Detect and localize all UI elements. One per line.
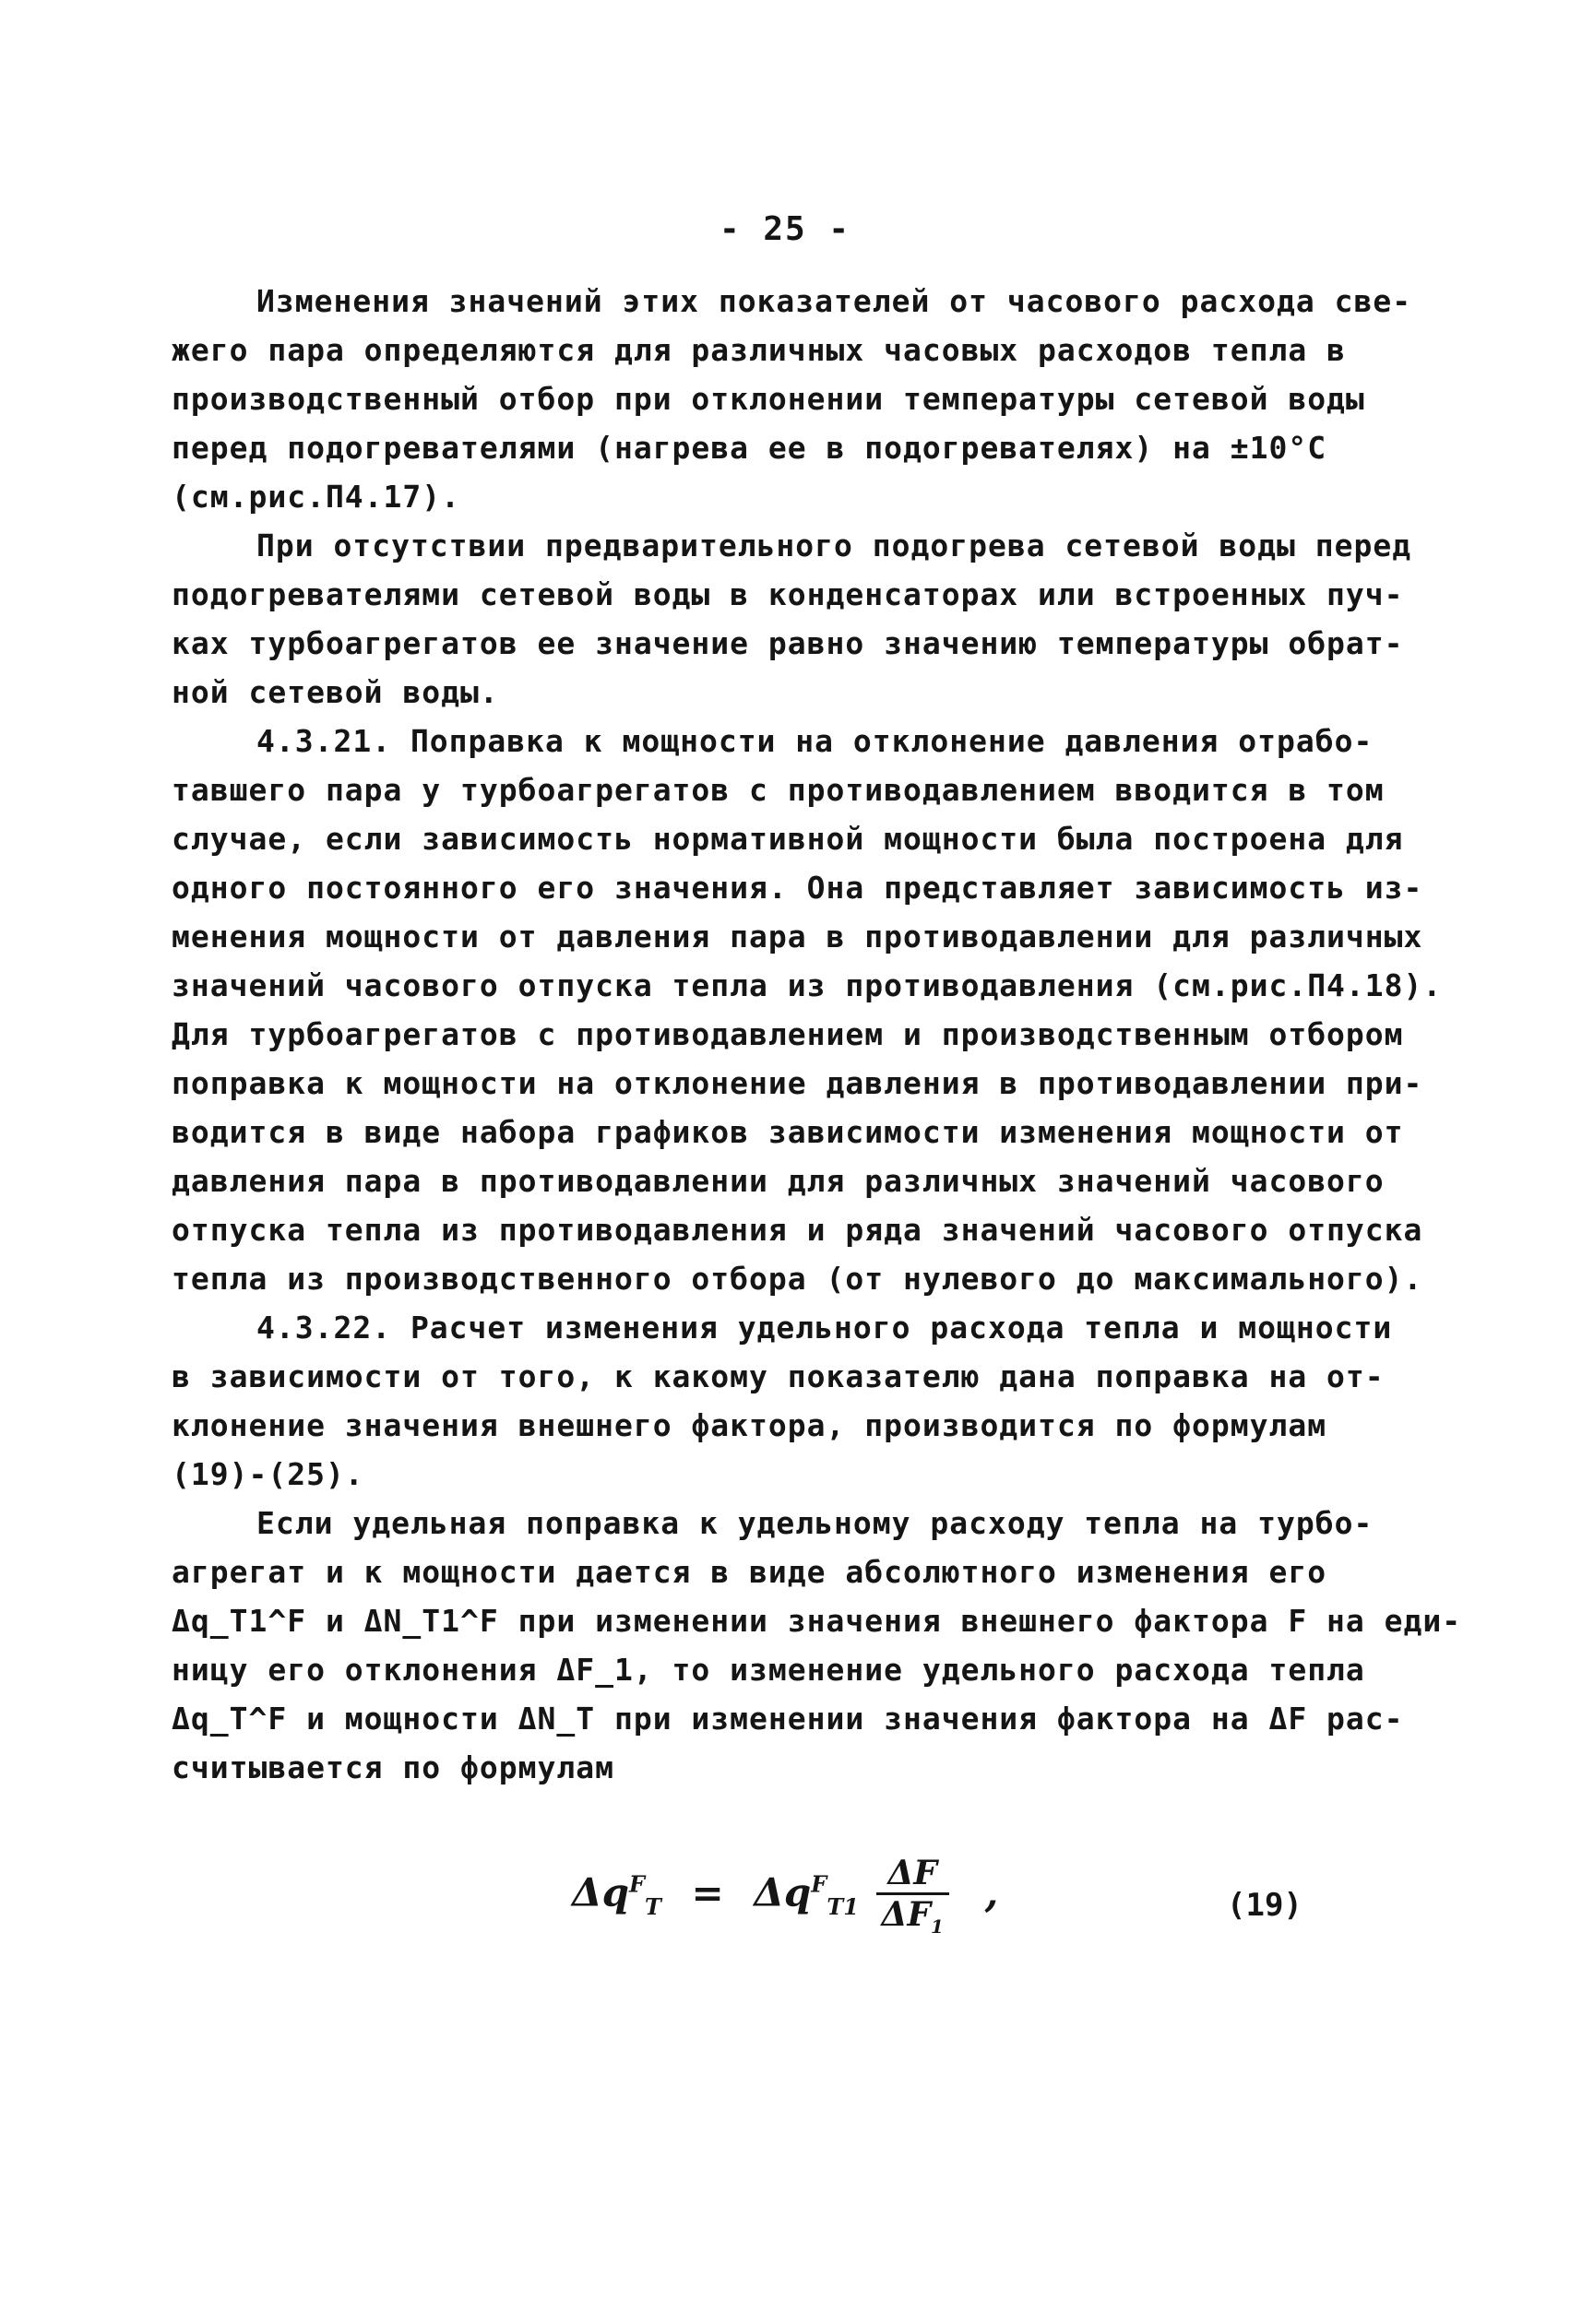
text-line-content: подогревателями сетевой воды в конденсаторах или встроенных пуч-: [172, 576, 1404, 612]
text-line: [172, 374, 1398, 423]
page-number: - 25 -: [719, 210, 851, 248]
formula-equals: =: [691, 1869, 724, 1915]
text-line: [172, 1156, 1398, 1205]
text-line-content: Если удельная поправка к удельному расходу тепла на турбо-: [256, 1505, 1374, 1541]
formula-rhs-sub: T1: [827, 1892, 859, 1920]
text-line: [172, 472, 1398, 521]
text-line: [172, 912, 1423, 961]
text-line: [172, 1694, 1404, 1743]
text-line: [172, 570, 1404, 619]
text-line-content: перед подогревателями (нагрева ее в подогревателях) на ±10°C: [172, 430, 1327, 466]
text-line-content: Для турбоагрегатов с противодавлением и производственным отбором: [172, 1016, 1404, 1052]
text-line-content: давления пара в противодавлении для различных значений часового: [172, 1163, 1385, 1199]
text-line: [172, 277, 1412, 326]
formula-fraction: [876, 1854, 949, 1938]
text-line-content: 4.3.22. Расчет изменения удельного расхода тепла и мощности: [256, 1310, 1393, 1346]
formula-19: [0, 1854, 1570, 1964]
formula-lhs: Δq: [572, 1869, 629, 1915]
text-line-content: одного постоянного его значения. Она представляет зависимость из-: [172, 870, 1423, 906]
text-line-content: производственный отбор при отклонении температуры сетевой воды: [172, 381, 1365, 417]
text-line: [172, 1352, 1398, 1401]
text-line-content: менения мощности от давления пара в противодавлении для различных: [172, 919, 1423, 954]
fraction-numerator: ΔF: [876, 1854, 949, 1895]
formula-lhs-sub: T: [645, 1892, 661, 1920]
text-line: [172, 1547, 1398, 1596]
body-text: [172, 277, 1462, 1792]
text-line: [172, 1303, 1398, 1352]
text-line: [172, 1254, 1423, 1303]
text-line: [172, 863, 1423, 912]
formula-rhs-sup: F: [811, 1870, 827, 1898]
fraction-denominator-base: ΔF: [881, 1895, 932, 1934]
text-line: [172, 1743, 1398, 1792]
text-line-content: тавшего пара у турбоагрегатов с противодавлением вводится в том: [172, 772, 1385, 808]
text-line-content: Изменения значений этих показателей от часового расхода све-: [256, 283, 1412, 319]
text-line: [172, 1010, 1404, 1059]
text-line: [172, 423, 1398, 472]
text-line: [172, 1499, 1398, 1547]
fraction-denominator: [876, 1895, 949, 1938]
text-line-content: Δq_T^F и мощности ΔN_T при изменении значения фактора на ΔF рас-: [172, 1701, 1404, 1737]
text-line-content: считывается по формулам: [172, 1749, 614, 1785]
text-line: [172, 1645, 1398, 1694]
formula-rhs: Δq: [754, 1869, 812, 1915]
text-line-content: (см.рис.П4.17).: [172, 479, 461, 515]
text-line: [172, 717, 1398, 765]
text-line-content: тепла из производственного отбора (от нулевого до максимального).: [172, 1261, 1423, 1297]
text-line-content: клонение значения внешнего фактора, производится по формулам: [172, 1407, 1327, 1443]
text-line-content: значений часового отпуска тепла из противодавления (см.рис.П4.18).: [172, 967, 1443, 1003]
text-line-content: ках турбоагрегатов ее значение равно значению температуры обрат-: [172, 625, 1404, 661]
text-line: [172, 1401, 1398, 1450]
text-line-content: ницу его отклонения ΔF_1, то изменение удельного расхода тепла: [172, 1652, 1365, 1688]
text-line: [172, 1108, 1404, 1156]
text-line: [172, 1596, 1462, 1645]
text-line-content: жего пара определяются для различных часовых расходов тепла в: [172, 332, 1346, 368]
text-line: [172, 765, 1398, 814]
text-line: [172, 619, 1404, 668]
text-line: [172, 961, 1443, 1010]
equation-number: (19): [1227, 1887, 1302, 1924]
text-line: [172, 1205, 1423, 1254]
text-line: [172, 521, 1412, 570]
formula-comma: ,: [984, 1869, 999, 1915]
text-line-content: в зависимости от того, к какому показателю дана поправка на от-: [172, 1358, 1385, 1394]
text-line-content: (19)-(25).: [172, 1456, 364, 1492]
text-line-content: отпуска тепла из противодавления и ряда значений часового отпуска: [172, 1212, 1423, 1248]
text-line-content: агрегат и к мощности дается в виде абсолютного изменения его: [172, 1554, 1327, 1590]
text-line-content: При отсутствии предварительного подогрева сетевой воды перед: [256, 528, 1412, 563]
text-line-content: водится в виде набора графиков зависимости изменения мощности от: [172, 1114, 1404, 1150]
fraction-denominator-sub: 1: [931, 1915, 944, 1939]
text-line-content: 4.3.21. Поправка к мощности на отклонение давления отрабо-: [256, 723, 1374, 759]
text-line: [172, 814, 1404, 863]
formula-lhs-sup: F: [628, 1870, 646, 1898]
text-line: [172, 668, 1398, 717]
text-line-content: поправка к мощности на отклонение давления в противодавлении при-: [172, 1065, 1423, 1101]
text-line-content: Δq_T1^F и ΔN_T1^F при изменении значения внешнего фактора F на еди-: [172, 1603, 1462, 1639]
text-line: [172, 1059, 1423, 1108]
text-line-content: случае, если зависимость нормативной мощности была построена для: [172, 821, 1404, 857]
formula-expression: [572, 1854, 998, 1938]
text-line: [172, 1450, 1398, 1499]
text-line: [172, 326, 1398, 374]
text-line-content: ной сетевой воды.: [172, 674, 499, 710]
